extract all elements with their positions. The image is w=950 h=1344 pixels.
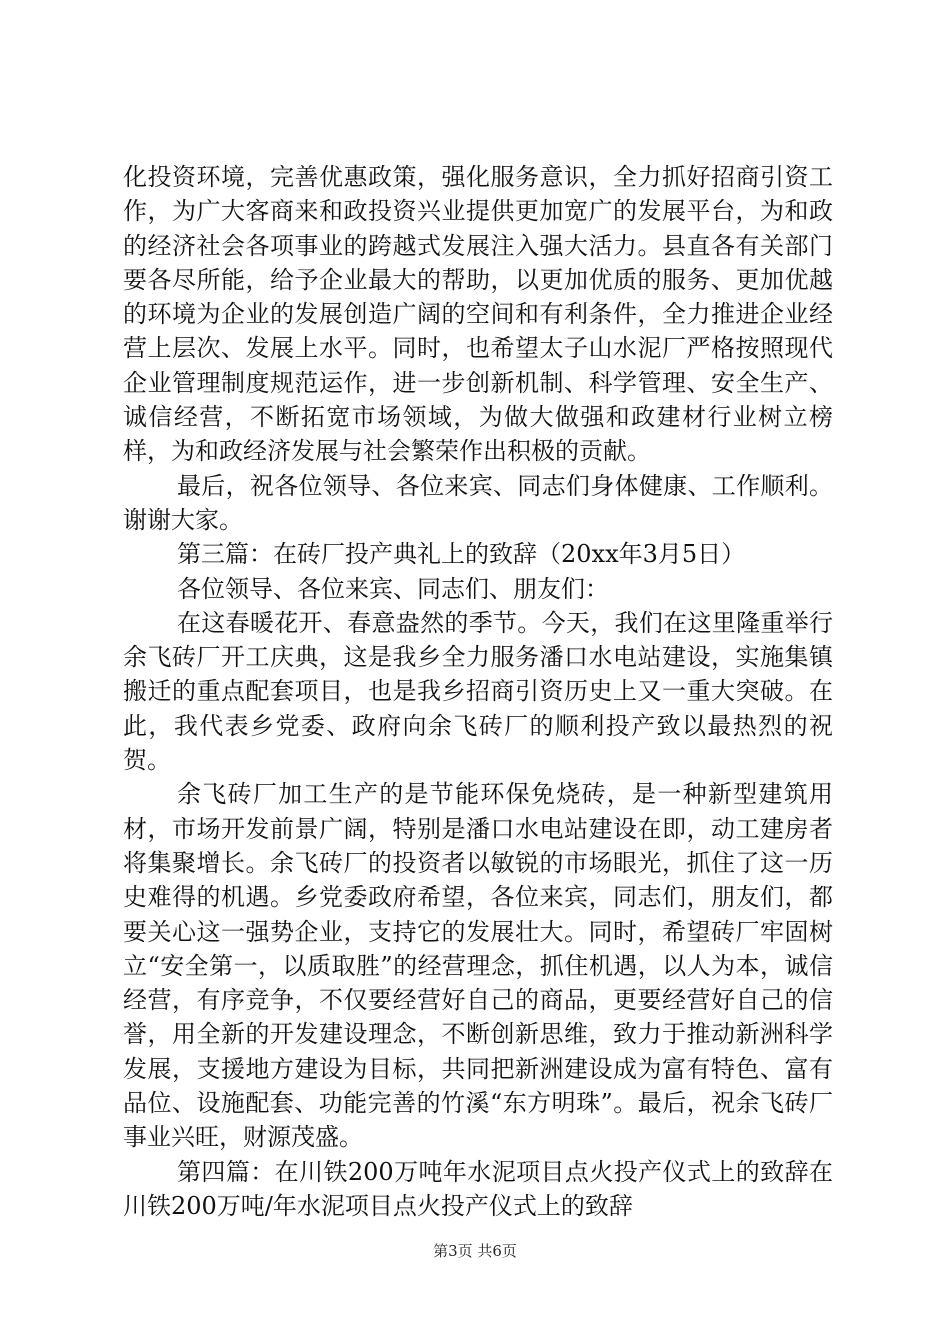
paragraph-opening: 在这春暖花开、春意盎然的季节。今天，我们在这里隆重举行余飞砖厂开工庆典，这是我乡全力服务潘口水电站建设，实施集镇搬迁的重点配套项目，也是我乡招商引资历史上又一重大突破。在此，我代表乡党委、政府向余飞砖厂的顺利投产致以最热烈的祝贺。 [123, 608, 833, 775]
paragraph-closing-wishes: 最后，祝各位领导、各位来宾、同志们身体健康、工作顺利。谢谢大家。 [123, 471, 833, 534]
section-heading-4: 第四篇：在川铁200万吨年水泥项目点火投产仪式上的致辞在川铁200万吨/年水泥项目点火投产仪式上的致辞 [123, 1157, 833, 1220]
document-body [123, 160, 833, 1223]
paragraph-continued: 化投资环境，完善优惠政策，强化服务意识，全力抓好招商引资工作，为广大客商来和政投资兴业提供更加宽广的发展平台，为和政的经济社会各项事业的跨越式发展注入强大活力。县直各有关部门要各尽所能，给予企业最大的帮助，以更加优质的服务、更加优越的环境为企业的发展创造广阔的空间和有利条件，全力推进企业经营上层次、发展上水平。同时，也希望太子山水泥厂严格按照现代企业管理制度规范运作，进一步创新机制、科学管理、安全生产、诚信经营，不断拓宽市场领域，为做大做强和政建材行业树立榜样，为和政经济发展与社会繁荣作出积极的贡献。 [123, 163, 833, 466]
page-footer: 第3页 共6页 [433, 1242, 517, 1260]
paragraph-body: 余飞砖厂加工生产的是节能环保免烧砖，是一种新型建筑用材，市场开发前景广阔，特别是潘口水电站建设在即，动工建房者将集聚增长。余飞砖厂的投资者以敏锐的市场眼光，抓住了这一历史难得的机遇。乡党委政府希望，各位来宾，同志们，朋友们，都要关心这一强势企业，支持它的发展壮大。同时，希望砖厂牢固树立“安全第一，以质取胜”的经营理念，抓住机遇，以人为本，诚信经营，有序竞争，不仅要经营好自己的商品，更要经营好自己的信誉，用全新的开发建设理念，不断创新思维，致力于推动新洲科学发展，支援地方建设为目标，共同把新洲建设成为富有特色、富有品位、设施配套、功能完善的竹溪“东方明珠”。最后，祝余飞砖厂事业兴旺，财源茂盛。 [123, 780, 833, 1152]
section-heading-3: 第三篇：在砖厂投产典礼上的致辞（20xx年3月5日） [177, 540, 746, 569]
salutation: 各位领导、各位来宾、同志们、朋友们： [177, 574, 609, 603]
